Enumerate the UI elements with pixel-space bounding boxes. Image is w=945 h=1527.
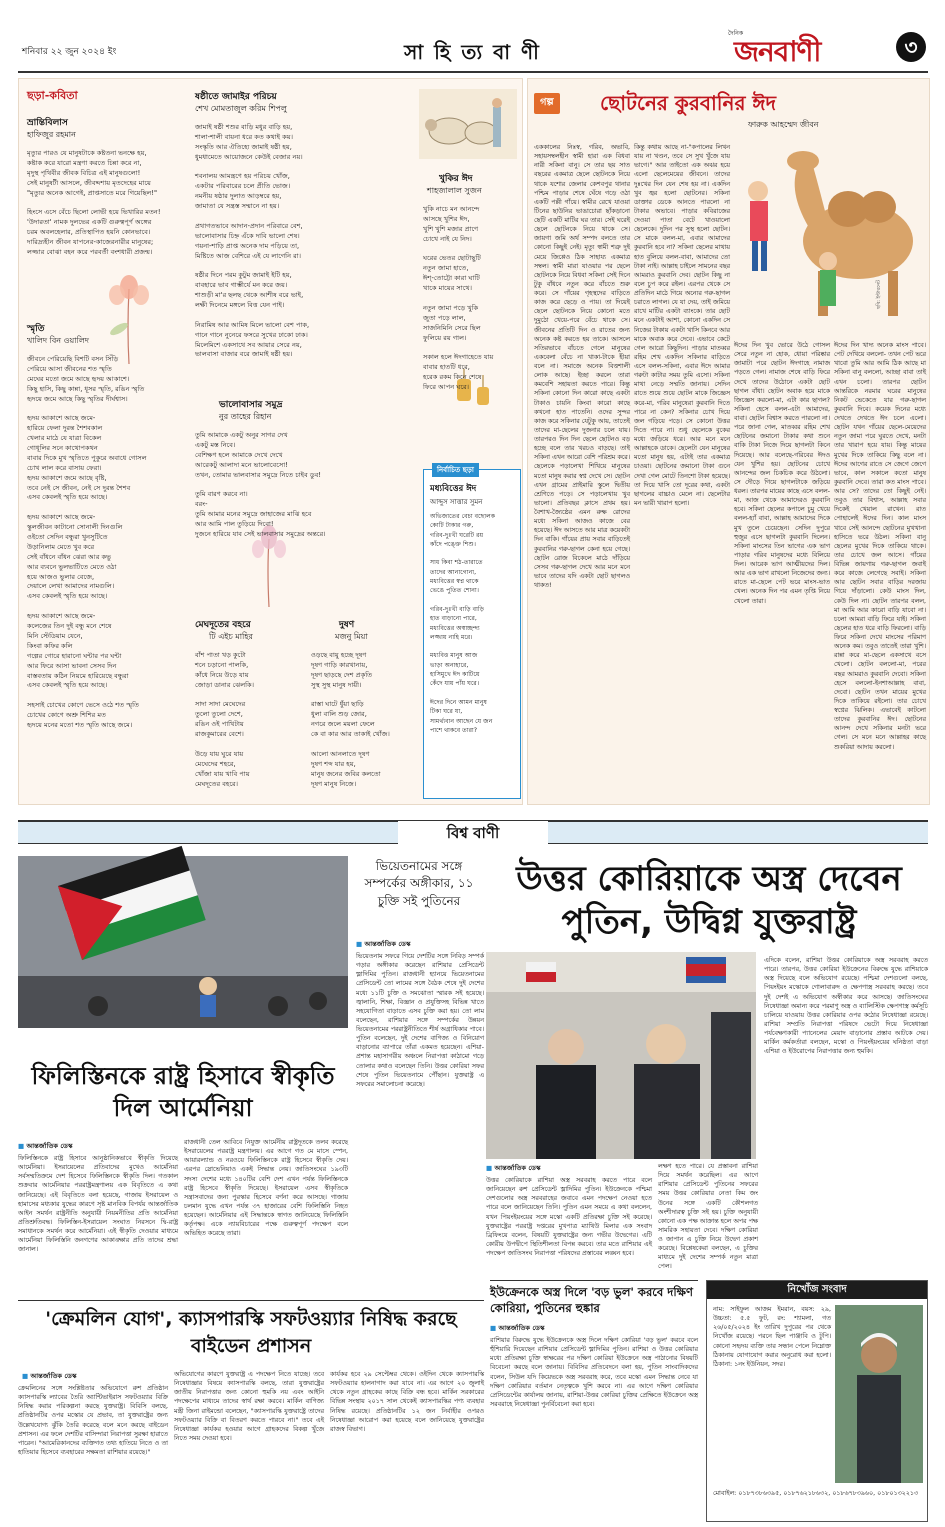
story-panel — [527, 78, 930, 805]
poem-body: বাঁশ পাতা খড় কুটো শনে চড়ানো পালকি, কাঁধে নিয়ে উড়ে যায় জোড়া ডানার ঝেলকি। সাদা সাদা মেঘেদের তুলো তুলো দেশে, রঙিন ওই পাখিটায় রাজকুমারের বেশে। উড়ে যায় ঘুরে যায় মেঘেদের শহরে, খোঁজা যায় খাবি পায় মেঘদূতের বহরে। — [195, 651, 254, 788]
story-author: ফারুক আহম্মেদ জীবন — [748, 120, 819, 129]
masthead — [0, 0, 945, 72]
news-body-column: রাশিয়ার বিরুদ্ধে যুদ্ধে ইউক্রেনকে অস্ত্র দিলে দক্ষিণ কোরিয়া 'বড় ভুল' করবে বলে হুঁশিয়ারি দিয়েছেন রাশিয়ার প্রেসিডেন্ট ভ্লাদিমির পুতিন। রাশিয়া ও উত্তর কোরিয়ার মধ্যে প্রতিরক্ষা চুক্তি স্বাক্ষরের পর দক্ষিণ কোরিয়া ইউক্রেনে অস্ত্র পাঠানোর বিষয়টি বিবেচনা করছে বলে জানায়। বিবিসির প্রতিবেদনে বলা হয়, পুতিন সাংবাদিকদের বলেন, সিউল যদি কিয়েভকে অস্ত্র সরবরাহ করে, তবে মস্কো এমন সিদ্ধান্ত নেবে যা দক্ষিণ কোরিয়ার বর্তমান নেতৃত্বকে খুশি করবে না। এর আগে দক্ষিণ কোরিয়ার প্রেসিডেন্টের কার্যালয় জানায়, রাশিয়া-উত্তর কোরিয়া চুক্তির প্রেক্ষিতে ইউক্রেনে অস্ত্র সরবরাহে নিষেধাজ্ঞা পুনর্বিবেচনা করা হবে। — [490, 1337, 698, 1408]
kaspersky-headline: 'ক্রেমলিন যোগ', ক্যাসপারস্কি সফটওয়্যার নিষিদ্ধ করছে বাইডেন প্রশাসন — [45, 1308, 457, 1357]
poem-body: অভিজাতের বেচা বছোলক কোটি টাকার গরু, গরিব-দুঃখী ঘরেটি রয় কাঁদে পঙ্ক্তে শিশু। সাধ কিবা শঠ-তারাতে তাদের আনাগোনা, মধ্যবিত্তের স্বপ্ন থাকে ভেঙে পুতিত শোনা। গরিব-দুঃখী বাড়ি বাড়ি হাত বাড়ানো পারে, মধ্যবিত্তের অস্বাচ্ছন্দ্য লজ্জায় নাহি মরে। মধ্যবিত্ত মানুষ আজ ভাড়া অনাহারে, হাসিমুখে ঈদ কাটিয়ে কেঁদে যায় পাঁয় ঘরে। ঈদের দিনে আমন মানুষ টিকা ঘরে যা, সামর্থ্যবান আছেন যে জন পাশে থাকবে তারা? — [430, 513, 496, 734]
missing-person-details: নাম: সাইফুল আজম ইমরান, বয়স: ২৯, উচ্চতা: ৫.৫ ফুট, রং: শ্যামলা, গত ২৬/০৫/২০২৪ ইং তারিখ দুপুরের পর থেকে নিখোঁজ রয়েছে। পরনে ছিল পাঞ্জাবি ও টুপি। কোনো সহৃদয় ব্যক্তি তার সন্ধান পেলে নিম্নোক্ত ঠিকানায় যোগাযোগ করার অনুরোধ করা হলো। ঠিকানা: ১নং ইউনিয়ন, সদর। — [713, 1306, 831, 1368]
poem-body: তুমি আমাকে একটু অনুর সাগর দেখ একটু মস্ত নিবে। বেশিক্ষণ হলে আমাকে দেখে দেখে আরেকটু আলাদা মনে ভালোবেসো! তখন, তোমার ভালবাসার সমুদ্রে নিতে চাইব ডুব! তুমি বারণ করবে না। বরং- তুমি আমার মনের সমুদ্রে জাহাজের মাঝি হবে আর আমি পাল তুড়িয়ে দিবো! দুজনে হারিয়ে যাব সেই ভালবাসার সমুদ্রের অন্তরে। — [195, 431, 326, 538]
news-body-column: এদিকে বলেন, রাশিয়া উত্তর কোরিয়াকে অস্ত্র সরবরাহ করতে পারে। তারপর, উত্তর কোরিয়া ইউক্রেনের বিরুদ্ধে যুদ্ধে রাশিয়াকে অস্ত্র দিয়েছে বলে অভিযোগ রয়েছে। পশ্চিমা দেশগুলো বলছে, পিয়ংইয়ং মস্কোকে গোলাবারুদ ও ক্ষেপণাস্ত্র সরবরাহ করছে। তবে দুই দেশই এ অভিযোগ অস্বীকার করে আসছে। জাতিসংঘের নিষেধাজ্ঞা অমান্য করে পরমাণু অস্ত্র ও ব্যালিস্টিক ক্ষেপণাস্ত্র কর্মসূচি চালিয়ে যাওয়ায় উত্তর কোরিয়ার ওপর কঠোর নিষেধাজ্ঞা রয়েছে। রাশিয়া সম্প্রতি নিরাপত্তা পরিষদে ভেটো দিয়ে নিষেধাজ্ঞা পর্যবেক্ষণকারী প্যানেলের মেয়াদ বাড়ানোর প্রস্তাব আটকে দেয়। মার্কিন কর্মকর্তারা বলছেন, মস্কো ও পিয়ংইয়ংয়ের ঘনিষ্ঠতা বাড়া এশিয়া ও ইউরোপের নিরাপত্তার জন্য হুমকি। — [764, 957, 928, 1056]
vietnam-headline: ভিয়েতনামের সঙ্গে সম্পর্কের অঙ্গীকার, ১১ চুক্তি সই পুতিনের — [364, 859, 474, 908]
news-desk-label: ■ আন্তর্জাতিক ডেস্ক — [18, 1140, 73, 1152]
world-news-banner-label: বিশ্ব বাণী — [398, 821, 548, 845]
selected-rhyme-label: নির্বাচিত ছড়া — [432, 463, 479, 477]
section-divider — [490, 1280, 698, 1281]
news-body-column: ক্রেমলিনের সঙ্গে সংশ্লিষ্টতার অভিযোগে রুশ প্রতিষ্ঠান ক্যাসপারস্কি ল্যাবের তৈরি অ্যান্টিভাইরাস সফটওয়্যার বিক্রি নিষিদ্ধ করার পরিকল্পনা করছে যুক্তরাষ্ট্র। বিবিসি বলছে, প্রতিষ্ঠানটির ওপর মস্কোর যে প্রভাব, তা যুক্তরাষ্ট্রের জন্য উল্লেখযোগ্য ঝুঁকি তৈরি করেছে বলে মনে করছে বাইডেন প্রশাসন। এর ফলে দেশটির বাসিন্দারা নিরাপত্তা সুরক্ষা হারাতে পারেন। "আমেরিকানদের ব্যক্তিগত তথ্য হাতিয়ে নিতে ও তা হাতিয়ার হিসেবে ব্যবহারের সক্ষমতা রাশিয়ার রয়েছে।" — [18, 1385, 168, 1456]
north-korea-headline: উত্তর কোরিয়াকে অস্ত্র দেবেন পুতিন, উদ্বিগ্ন যুক্তরাষ্ট্র — [516, 859, 902, 942]
poem-author: মজনু মিয়া — [335, 632, 368, 641]
putin-kim-photo — [486, 952, 756, 1159]
news-desk-label: ■ আন্তর্জাতিক ডেস্ক — [22, 1370, 77, 1382]
sheep-illustration-icon — [419, 89, 517, 159]
news-body-column: রাজধানী তেল আবিবে নিযুক্ত আর্মেনীয় রাষ্ট্রদূতকে তলব করেছে ইসরায়েলের পররাষ্ট্র মন্ত্রণালয়। এর আগে গত মে মাসে স্পেন, আয়ারল্যান্ড ও নরওয়ে ফিলিস্তিনকে রাষ্ট্র হিসেবে স্বীকৃতি দেয়। এরপর স্লোভেনিয়াও একই সিদ্ধান্ত নেয়। জাতিসংঘের ১৯৩টি সদস্য দেশের মধ্যে ১৪০টির বেশি দেশ এখন পর্যন্ত ফিলিস্তিনকে রাষ্ট্র হিসেবে স্বীকৃতি দিয়েছে। ইসরায়েল এসব স্বীকৃতিকে সন্ত্রাসবাদের জন্য পুরস্কার হিসেবে বর্ণনা করে আসছে। গাজায় চলমান যুদ্ধে এখন পর্যন্ত ৩৭ হাজারের বেশি ফিলিস্তিনি নিহত হয়েছেন। আর্মেনিয়ার এই সিদ্ধান্তকে স্বাগত জানিয়েছে ফিলিস্তিনি কর্তৃপক্ষ। একে ন্যায়বিচারের পক্ষে গুরুত্বপূর্ণ পদক্ষেপ বলে অভিহিত করেছে তারা। — [184, 1139, 348, 1238]
news-desk-label: ■ আন্তর্জাতিক ডেস্ক — [490, 1322, 545, 1334]
poem-author: টি এইচ মাহির — [209, 632, 253, 641]
news-desk-label: ■ আন্তর্জাতিক ডেস্ক — [486, 1162, 541, 1174]
poem-author: আব্দুস সাত্তার সুমন — [430, 498, 483, 506]
camel-illustration-icon — [728, 131, 928, 331]
chhora-label: ছড়া-কবিতা — [27, 89, 78, 102]
issue-date: শনিবার ২২ জুন ২০২৪ ইং — [22, 47, 117, 57]
poem-author: শেখ মোমতাজুল করিম শিপলু — [195, 104, 287, 113]
poem-author: হাফিজুর রহমান — [27, 130, 76, 139]
poem-body: জামাই ষষ্ঠী শশুর বাড়ি মধুর বাড়ি হয়, শালা-শালী বায়না ধরে কত কথাই কয়। সংস্কৃতি আর ঐতিহ্যে জামাই ষষ্ঠী হয়, ধুমধামেতে আয়োজনে কেউই বেজার নয়। শবনালয় আমন্ত্রণে হয় পরিচয় খোঁজ, একটার পরিবারের চলে প্রীতি ভোজ। নমনীয় ষষ্ঠার দুলাত আড়ম্বরে হয়, জামাতা যে সন্ত্রস্ত সম্মানে না হয়। প্রথাগতভাবে আদান-প্রদান পরিবারে বেশ, ভালোবাসার চিহ্ন এঁকে দাবি ভালো শেষ। গয়না-শাড়ি প্রাপ্ত অনেক দাম পড়িয়ে তা, মিষ্টিতে আজ বেশিরে এই যে লাগেনি রা। ষষ্ঠীর দিনে পরম কুটুম জামাই ইটি হয়, বাবহারে ভাব গাম্ভীর্যে মন করে জয়। শাশুড়ী মা'র ছলছ থেকে আশীষ বরে ভাই, লক্ষী দিনেমে মঙ্গলে বিত্ত যেন পাই। নিরামিষ আর আমিষ মিলে ভালো বেশ পাক, গানে গানে নুনেরে ফসরে সুখের ঢাকো ঢাক। মিলেমিশে একসাথে সব আয়ার সেরে নয়, ভালবাসা বাজার বরে জামাই ষষ্ঠী হয়। — [195, 123, 310, 359]
paper-logo-small: দৈনিক — [728, 30, 744, 37]
poem-title: স্মৃতি — [27, 324, 45, 334]
armenia-rally-photo — [18, 856, 348, 1028]
section-title: সা হি ত্য বা ণী — [404, 40, 541, 64]
news-body-column: অভিযোগের কারণে যুক্তরাষ্ট্র এ পদক্ষেপ নিতে যাচ্ছে। তবে নিষেধাজ্ঞার বিষয়ে ক্যাসপারস্কি বলছে, তারা যুক্তরাষ্ট্রের জাতীয় নিরাপত্তার জন্য কোনো হুমকি নয় এবং আইনি পদক্ষেপের মাধ্যমে তাদের স্বার্থ রক্ষা করবে। মার্কিন বাণিজ্য মন্ত্রী জিনা রাইমন্ডো বলেছেন, "ক্যাসপারস্কি যুক্তরাষ্ট্রে তাদের সফটওয়্যার বিক্রি বা বিতরণ করতে পারবে না।" তবে এই নিষেধাজ্ঞা কার্যকর হওয়ার আগে গ্রাহকদের বিকল্প খুঁজে নিতে সময় দেওয়া হবে। — [174, 1371, 324, 1442]
poem-title: মেঘদূতের বহরে — [195, 620, 251, 630]
poem-author: খালিদ বিন ওয়ালিদ — [27, 336, 90, 345]
news-body-column: উত্তর কোরিয়াকে রাশিয়া অস্ত্র সরবরাহ করতে পারে বলে জানিয়েছেন রুশ প্রেসিডেন্ট ভ্লাদিমির পুতিন। ইউক্রেনকে পশ্চিমা দেশগুলোর অস্ত্র সরবরাহের জবাবে এমন পদক্ষেপ নেওয়া হতে পারে বলে জানিয়েছেন তিনি। পুতিন এমন সময়ে এ কথা বললেন, যখন পিয়ংইয়ংয়ের সঙ্গে মস্কো একটি প্রতিরক্ষা চুক্তি সই করেছে। যুক্তরাষ্ট্রের পররাষ্ট্র দপ্তরের মুখপাত্র ম্যাথিউ মিলার এক সংবাদ ব্রিফিংয়ে বলেন, বিষয়টি যুক্তরাষ্ট্রের জন্য গভীর উদ্বেগের। এটি কোরীয় উপদ্বীপে স্থিতিশীলতা বিপন্ন করবে। তার মতে রাশিয়ার এই পদক্ষেপ জাতিসংঘ নিরাপত্তা পরিষদের প্রস্তাবের লঙ্ঘন হবে। — [486, 1177, 652, 1257]
poem-body: জীবনে পেরিয়েছি বিশটি বসন সিঁড়ি পেরিয়ে আসা জীবনের শত স্মৃতি মেঘের মতো জমে আছে হৃদয় আকাশে। কিছু হাসি, কিছু কান্না, ধূসর স্মৃতি, রঙিন স্মৃতি হৃদয়ে জমে আছে কিছু স্মৃতির দীর্ঘশ্বাস। হৃদয় আকাশে আছে জমে- হারিয়ে ফেলা দুরন্ত শৈশবকাল খেলার মাঠে যে যাত্রা বিকেল গোধূলির সনে কাথোপকথন বাবার দিকে মুখ স্মৃতিতে পুকুরে অবাধে গোসল চোখ লাল করে বাসায় ফেরা। হৃদয় আকাশে জমে আছে বৃষ্টি, তবে নেই সে জীবন, নেই সে দুরন্ত শৈশব এসব কেবলই স্মৃতি হয়ে আছে। হৃদয় আকাশে আছে জমে- স্কুলজীবন কাটানো সোনালী দিনগুলি ওইতো সেদিন বন্ধুরা খুনসুটিতে উড়ানিলাম মেতে খুব করে সেই বাঁধনে বাঁধন ঝেরা আর কভু আর ব্যবনে ভুলভাটিতে মেতে ওঠা হয়ে আজও ভুলার বেজে, দেয়ালে লেখা আমাদের নামগুলি। এসব কেবলই স্মৃতি হয়ে আছে। হৃদয় আকাশে আছে জমে- কলেজের তিন দুই বন্ধু মনে শেষে মিনি স্টেডিয়াম যেনে, কিংবা কফির কলি গল্পের গোরে হারানো ঘন্টার পর ঘন্টা আর ফিরে আসা ভাবনা সেসব দিন বাস্তবতায় কঠিন নিয়মে হারিয়েছে বন্ধুরা এসব কেবলই স্মৃতি হয়ে আছে। সহসাই চোখের কোণে ভেসে ওঠে শত স্মৃতি চোখের কোণে অশ্রু শিশির মত হৃদয়ে মনের মতো শত স্মৃতি আছে জমে। — [27, 355, 147, 729]
section-divider — [18, 1300, 484, 1301]
news-body-column: কার্যকর হবে ২৯ সেপ্টেম্বর থেকে। ওইদিন থেকে ক্যাসপারস্কি সফটওয়্যার হালনাগাদ করা যাবে না। এর আগে ২০ জুলাই থেকে নতুন গ্রাহকের কাছে বিক্রি বন্ধ হবে। মার্কিন সরকারের বিভিন্ন সংস্থায় ২০১৭ সাল থেকেই ক্যাসপারস্কির পণ্য ব্যবহার নিষিদ্ধ রয়েছে। প্রতিষ্ঠানটির ১২ জন নির্বাহীর ওপরও নিষেধাজ্ঞা আরোপ করা হয়েছে বলে জানিয়েছে যুক্তরাষ্ট্রের রাজস্ব বিভাগ। — [330, 1371, 484, 1433]
poem-author: নুর তাহের রিহান — [219, 412, 272, 421]
missing-person-photo — [835, 1305, 923, 1483]
poem-body: মৃত্যুর পারও যে মানুষটাকে কষ্টতনা ভনক্ষে হয়, কষ্টাক করে যারো মন্ত্রণা করতে চিন্না করে না, মৃদুস্থ পৃথিবীর জীবক বিচিত্র এই মানুষগুলো! সেই মানুষটী আসলে, জীবদ্দশায় মৃতদেহের মায়ে "মৃত্যুর অনেক আগেই, প্রাপ্তসাতে মরে গিয়েছিল!" হিংসে এসে বেঁচে ছিলো লোভী হয়ে ভিখারির মতন! 'উদারতা' নামক দুলভের একটি গুরুত্বপূর্ণ অঙ্গের চরম অবলহেলার, প্রতিস্থাপিত হয়নি কোনভাবে। দারিদ্র্যহীন জীবন যাপনের-কাজেরনারীর মানুষের; লজ্জার বোঝা বহন করে পরবর্তী বংশধারী প্রজন্ম। — [27, 149, 161, 256]
paper-logo — [728, 28, 928, 68]
news-body-column: ভিয়েতনাম সফরে গিয়ে দেশটির সঙ্গে নিবিড় সম্পর্ক গড়ার অঙ্গীকার করেছেন রাশিয়ার প্রেসিডেন্ট ভ্লাদিমির পুতিন। রাজধানী হ্যানয়ে ভিয়েতনামের প্রেসিডেন্ট তো লামের সঙ্গে বৈঠক শেষে দুই দেশের মধ্যে ১১টি চুক্তি ও সমঝোতা স্মারক সই হয়েছে। জ্বালানি, শিক্ষা, বিজ্ঞান ও প্রযুক্তিসহ বিভিন্ন খাতে সহযোগিতা বাড়াতে এসব চুক্তি করা হয়। তো লাম বলেছেন, রাশিয়ার সঙ্গে সম্পর্কের উন্নয়ন ভিয়েতনামের পররাষ্ট্রনীতিতে শীর্ষ অগ্রাধিকার পাবে। পুতিন বলেছেন, দুই দেশের বাণিজ্য ও বিনিয়োগ বাড়ানোর ব্যাপারে তাঁরা একমত হয়েছেন। এশিয়া-প্রশান্ত মহাসাগরীয় অঞ্চলে নিরাপত্তা কাঠামো গড়ে তোলার কথাও বলেছেন তিনি। উত্তর কোরিয়া সফর শেষে পুতিন ভিয়েতনামে পৌঁছান। যুক্তরাষ্ট্র এ সফরের সমালোচনা করেছে। — [356, 953, 484, 1088]
world-news-banner — [18, 820, 928, 844]
poem-author: শাহজালাল সুজন — [427, 186, 482, 195]
news-desk-label: ■ আন্তর্জাতিক ডেস্ক — [356, 938, 411, 950]
story-label: গল্প — [534, 93, 560, 114]
story-title: ছোটনের কুরবানির ঈদ — [600, 91, 776, 115]
ukraine-headline: ইউক্রেনকে অস্ত্র দিলে 'বড় ভুল' করবে দক্ষিণ কোরিয়া, পুতিনের হুঙ্কার — [490, 1285, 693, 1316]
poem-title: ভ্রান্তিবিলাস — [27, 118, 68, 128]
poem-body: খুকি নাচে মন আনন্দে আসছে খুশির ঈদ, খুশি খুশি মজার প্রাণে চোখে নাই যে নিদ। ঘরের ভেতর ছোটাছুটি নতুন জামা হাতে, ঈশ্-তোট্টো কারা ঘাটি খাকে মায়ের সাথে। নতুন জামা পড়ে খুকি জুতা পড়ে লাল, সাজনিমিনি সেরে ছিল ফুলিয়ে রয় গাল। সকাল হলে ঈদগাহেতে যায় বাবার হাতটি ধরে, হরেক রকম কিনে শেষে ফিরে আপন ঘরে। — [423, 205, 494, 392]
masthead-rule — [18, 71, 928, 73]
missing-person-phones: মোবাইল: ০১৮৭৩৮৬৩৯৫, ০১৮৭৬২১৮৬৩২, ০১৮৬৭৮৩৯৬০, ০১৮০১৩২২১৩ — [713, 1490, 919, 1497]
page-number-badge: ৩ — [896, 32, 926, 62]
illustration-credit: ছবি: ইন্টারনেট — [876, 280, 882, 309]
news-body-column: ফিলিস্তিনকে রাষ্ট্র হিসাবে আনুষ্ঠানিকভাবে স্বীকৃতি দিয়েছে আর্মেনিয়া। ইসরায়েলের প্রতিবাদের মুখেও আর্মেনিয়া সর্বসম্মতিক্রমে দেশ হিসেবে ফিলিস্তিনকে স্বীকৃতি দিল। গতকাল শুক্রবার আর্মেনিয়ার পররাষ্ট্রমন্ত্রণালয় এক বিবৃতিতে এ কথা জানিয়েছে। এই বিবৃতিতে বলা হয়েছে, গাজায় ইসরায়েল ও হামাসের মধ্যকার যুদ্ধের কারণে সৃষ্ট মানবিক বিপর্যয় আন্তর্জাতিক আইন সমর্থন রাষ্ট্রনীতি অনুযায়ী নিয়মনীতির প্রতি আর্মেনিয়া প্রতিশ্রুতিবদ্ধ। ফিলিস্তিন-ইসরায়েল সংঘাত নিরসনে দ্বি-রাষ্ট্র সমাধানকে সমর্থন করে আর্মেনিয়া। এই স্বীকৃতি দেওয়ার মাধ্যমে আর্মেনিয়া ফিলিস্তিনি জনগণের আকাঙ্ক্ষার প্রতি তাদের শ্রদ্ধা জানাল। — [18, 1155, 178, 1254]
poem-title: ভালোবাসার সমুদ্র — [219, 400, 283, 410]
literature-panel — [18, 78, 523, 805]
poem-title: ষষ্ঠীতে জামাইর পরিচয় — [195, 92, 277, 102]
news-body-column: লক্ষণ হতে পারে। যে প্রস্তাবনা রাশিয়া দিয়ে সমর্থন করেছিল। এর আগে রাশিয়ার প্রেসিডেন্ট পুতিনের সফরের সময় উত্তর কোরিয়ার নেতা কিম জং উনের সঙ্গে একটি কৌশলগত অংশীদারত্ব চুক্তি সই হয়। চুক্তি অনুযায়ী কোনো এক পক্ষ আক্রান্ত হলে অপর পক্ষ সামরিক সহায়তা দেবে। দক্ষিণ কোরিয়া ও জাপান এ চুক্তি নিয়ে উদ্বেগ প্রকাশ করেছে। বিশ্লেষকেরা বলছেন, এ চুক্তির মাধ্যমে দুই দেশের সম্পর্ক নতুন মাত্রা পেল। — [658, 1163, 758, 1271]
poem-title: মধ্যবিত্তের ঈদ — [430, 484, 477, 494]
story-body-column: এককালের নিঃস্ব, গরিব, অভাবি, সহায়সম্বলহীন স্বামী হারা এক বিধবা নারী সকিনা বানু। সে তার ছয় সাত বছরের একমাত্র ছেলে ছোটনকে নিয়ে থাকে যশোর জেলার কেশবপুর থানার পশ্চিম পাড়ার শেষে ঘেঁষে গড়ে ওঠা একটি পল্লী গাঁয়ে। স্বামীর রেখে যাওয়া টিনের ছাউনির ভাঙাচোরা ছাঁকড়ানো ছেটি একটি মাটির ঘর তার। সেই ঘরেই ছেলে ছোটনকে নিয়ে থাকে সে। জায়গা জমি অর্থ সম্পদ বলতে তার কোনো কিছুই নেই। মৃত্যু স্বামী শত্রু দুই মেয়ে জিপ্পেও ঠিক সাহায্য একমাত্র সম্বল। স্বামী মারা যাওয়ার পর ছেলে ছোটনকে নিয়ে বিধবা সকিনা সেই দিনে টুকু বাঁধবে নতুন করে বাঁচতে শুরু করে। সে গাঁয়ের গৃহস্থদের বাড়িতে কাজ করে ছেড়ে ও পায়। তা দিয়েই ছেলে ছোটনকে নিয়ে কোনো মতে দুমুঠো খেয়ে-পরে বেঁচে থাকে সে। জীবনের প্রতিটি দিন ও রাতের জন্য অনেক কষ্ট করতে হয় তাকে। আসলে সতিরভাবে বাঁচতে গেলে মানুষের একবেলা বেঁচে না খাকা-টাকে হীয়া বলে না। সমাজে অনেক বিত্তশালী লোক আছে। ইচ্ছা করলে তারা কমবেশি সহায়তা করতে পারে। কিন্তু সকিনা কোনো দিন কারো কাছে একটা টাকাও চায়নি কিংবা কারো কাছে কখনো হাত পাতেনি। ওদের সুন্দর কাজ করে সকিনার যেটুকু আয়, তাতেই তাদের মা-ছেলের দুজনার চলে যায়। তারপরও দিন দিন ছেলে ছোটনও বড় হচ্ছে বলে তার খরচও বাড়ছে। তাই সকিনা এখন আরো বেশি পরিশ্রম করে। ছেলেকে পড়ালেখা শিখিয়ে মানুষের মতো মানুষ করার স্বপ্ন দেখে সে। ছোটন এখন গ্রামের প্রাইমারি স্কুলে দ্বিতীয় শ্রেণিতে পড়ে। সে পড়ালেখায় খুব ভালো। প্রতিবছর ক্লাসে প্রথম হয়। বৈশাখ-জ্যৈষ্ঠের এমন রুক্ষ রোদের মধ্যে সকিনা আজও কাজে বের হয়েছে। ঈদ আসতে আর মাত্র কয়েকটা দিন বাকি। গাঁয়ের প্রায় সবার বাড়িতেই কুরবানির গরু-ছাগল কেনা হয়ে গেছে। ছোটন রোজ বিকেলে মাঠে দাঁড়িয়ে সেসব গরু-ছাগল দেখে আর মনে মনে ভাবে তাদের যদি একটা ছোট ছাগলও থাকত! — [534, 144, 630, 589]
poem-title: দুষণ — [339, 620, 355, 630]
story-body-column: কিন্তু কথায় আছে না-"কপালের লিখন যায় না খণ্ডন, তবে সে সুখ খুঁজে যায় ভাগে।" আর তাইতো এক অঝর হয়ে এলো ছেলেমেয়ের জীবনে। তাদের দুঃখের দিন যেন শেষ হয় না। একদিন খুব জ্বর হলো ছোটনের। সকিনা ডাক্তার ডেকে আনতে পারলো না টাকার অভাবে। পাড়ার কবিরাজের দেওয়া পাতা বেটে খাওয়ালো ছেলেকে। দুদিন পর সুস্থ হলো ছোটন। সে মাকে বলল-মা, এবার আমাদের কুরবানি হবে না? সকিনা ছেলের মাথায় হাত বুলিয়ে বলল-বাবা, আমাদের তো টাকা নাই। আল্লাহ চাইলে সামনের বছর আমরাও কুরবানি দেব। ছোটন কিছু না বলে চুপ করে রইল। এরপর থেকে সে প্রতিদিন মাঠে গিয়ে অন্যের গরু-ছাগল চরাতে লাগল। যে যা দেয়, তাই জমিয়ে রাখে মাটির একটা ব্যাংকে। তার ছোট মনে একটাই আশা, কোনো একদিন সে নিজের টাকায় একটা খাসি কিনবে আর মাকে অবাক করে দেবে। এভাবে কেটে গেল আরো কিছুদিন। পাড়ার মাতব্বর রহিম শেখ একদিন সকিনার বাড়িতে এসে বলল-সকিনা, এবার ঈদে আমার গরুটা কাটার সময় তুমি এসো। সকিনা মাথা নেড়ে সম্মতি জানায়। সেদিন রাতে শুয়ে শুয়ে ছোটন মাকে জিজ্ঞেস করে-মা, গরিব মানুষেরা কুরবানি দিতে পারে না কেন? সকিনার চোখ দিয়ে জল গড়িয়ে পড়ে। সে কোনো উত্তর দিতে পারে না। শুধু ছেলেকে বুকের মধ্যে জড়িয়ে ধরে। আর মনে মনে আল্লাহকে ডাকে। ছেলেটা যেন মানুষের মতো মানুষ হয়, এটাই তার একমাত্র চাওয়া। ছোটনের জমানো টাকা গুনে দেখা গেল মোটে তিনশো টাকা হয়েছে। তা দিয়ে খাসি তো দূরের কথা, একটা ছাগলের বাচ্চাও মেলে না। ছেলেটার মন ভারী খারাপ হলো। — [634, 144, 730, 507]
poem-body: ওড়ছে বায়ু হচ্ছে দূষণ দূষণ গাড়ি কারখানায়, দূষণ ছাড়ছে দেশ প্রকৃতি সুস্থ সুস্থ মানুষ দায়ী। রাস্তা ঘাটে ধুঁয়া ছাড়ি ধুলা বালি শুড় জোর, নগরে জলে ময়লা ফেলে কে বা কার আর তাকাই খোঁজ। আলো আনলাতে দূষণ দুষণ শব্দ যার হয়, মানুষ জনের জবির কলতো দূষণ মানুষ নিজে। — [311, 651, 390, 788]
missing-person-box — [706, 1280, 928, 1522]
poem-title: খুকির ঈদ — [439, 174, 473, 184]
story-body-column: ঈদের দিন খুব ভোরে উঠে গোসল সেরে নতুন না হোক, ধোয়া পরিষ্কার জামাটা পরে ছোটন ঈদগাহে নামাজ পড়তে গেল। নামাজ শেষে বাড়ি ফিরে দেখে তাদের উঠোনে একটা ছোট ছাগল বাঁধা। ছোটন অবাক হয়ে মাকে জিজ্ঞেস করলো-মা, এটা কার ছাগল? সকিনা হেসে বলল-এটা আমাদের, বাবা। ছোটন বিশ্বাস করতে পারলো না। পরে জানা গেল, মাতব্বর রহিম শেখ ছোটনের জমানো টাকার কথা শুনে বাকি টাকা নিজে দিয়ে ছাগলটা কিনে দিয়েছে। আর বলেছে-গরিবের ঈদও যেন খুশির হয়। ছোটনের চোখে আনন্দের জল চিকচিক করে উঠলো। সে দৌড়ে গিয়ে ছাগলটাকে জড়িয়ে ধরল। তারপর মায়ের কাছে এসে বলল-মা, আজ থেকে আমাদেরও কুরবানি হবে। সকিনা ছেলের কপালে চুমু খেয়ে বলল-হ্যাঁ বাবা, আল্লাহ আমাদের দিকে মুখ তুলে চেয়েছেন। সেদিন দুপুরে হুজুর এসে ছাগলটা কুরবানি দিলেন। সকিনা মাংসের তিন ভাগের এক ভাগ পাড়ার গরিব মানুষদের মধ্যে বিলিয়ে দিল। আরেক ভাগ আত্মীয়দের দিল। আর এক ভাগ রাখলো নিজেদের জন্য। রাতে মা-ছেলে পেট ভরে মাংস-ভাত খেল। অনেক দিন পর এমন তৃপ্তি নিয়ে খেলো তারা। — [734, 342, 830, 605]
missing-person-title: নিখোঁজ সংবাদ — [707, 1281, 927, 1299]
selected-rhyme-box — [423, 466, 521, 799]
story-body-column: ঈদের দিন খাদ্য অনেক মাংস পাবে। পেট দেখিয়ে বললো- তখন পেট ভরে খাবো তুমি আর আমি ঠিক আছে মা সকিনা বানু বললো, আচ্ছা বাবা তাই এখন চলো। তারপর ছোটন আন্তরিকে নরমার ঘরের মানুষের নিকট ভেকেতে যার গরু-ছাগল কুরবানি দিবে। কয়েক দিনের মধ্যে দেখতে দেখতে ঈদ চলে এলো। ছোটন যখন গাঁয়ের ছেলে-মেয়েদের নতুন জামা পরে ঘুরতে দেখে, মনটা তার খারাপ হয়ে যায়। কিন্তু মায়ের মুখের দিকে তাকিয়ে কিছু বলে না। ঈদের আগের রাতে সে জেগে জেগে ভাবে, কাল সকালে কতো মানুষ কুরবানি দেবে। তারা কত মাংস পাবে। আর সে? তাদের তো কিছুই নেই। তবুও তার বিশ্বাস, আল্লাহ সবার দিকেই খেয়াল রাখেন। রাত পোহালেই ঈদের দিন। কাল মাংস খাবে সেই আনন্দে ছোটনের মুখখানা হাসিতে ভরে উঠল। সকিনা বানু ছেলের মুখের দিকে তাকিয়ে থাকে। তার চোখে জল আসে। গাঁয়ের বিভিন্ন জায়গায় গরু-ছাগল জবাই করে কাজে লেগেছে সবাই। সকিনা আর ছোটন সবার বাড়ির দরজায় গিয়ে দাঁড়ালো। কেউ মাংস দিল, কেউ দিল না। ছোটন তারপর বলল, মা আমি আর কারো বাড়ি যাবো না। চলো আমরা বাড়ি ফিরে যাই। সকিনা ছেলের হাত ধরে বাড়ি ফিরলো। বাড়ি ফিরে সকিনা দেখে মাংসের পরিমাণ অনেক কম। তবুও তাতেই তারা খুশি। রান্না করে মা-ছেলে একসাথে বসে খেলো। ছোটন বললো-মা, পরের বছর আমরাও কুরবানি দেবো। সকিনা হেসে বললো-ইনশাআল্লাহ বাবা, দেবো। ছোটন তখন মায়ের মুখের দিকে তাকিয়ে রইলো। তার চোখে স্বপ্নের ঝিলিক। এভাবেই কাটলো তাদের কুরবানির ঈদ। ছোটনের আনন্দ দেখে সকিনার মনটা ভরে গেল। সে মনে মনে আল্লাহর কাছে শুকরিয়া আদায় করলো। — [834, 342, 926, 751]
paper-logo-name: জনবাণী — [734, 35, 821, 68]
palestine-headline: ফিলিস্তিনকে রাষ্ট্র হিসাবে স্বীকৃতি দিল আর্মেনিয়া — [31, 1062, 335, 1123]
